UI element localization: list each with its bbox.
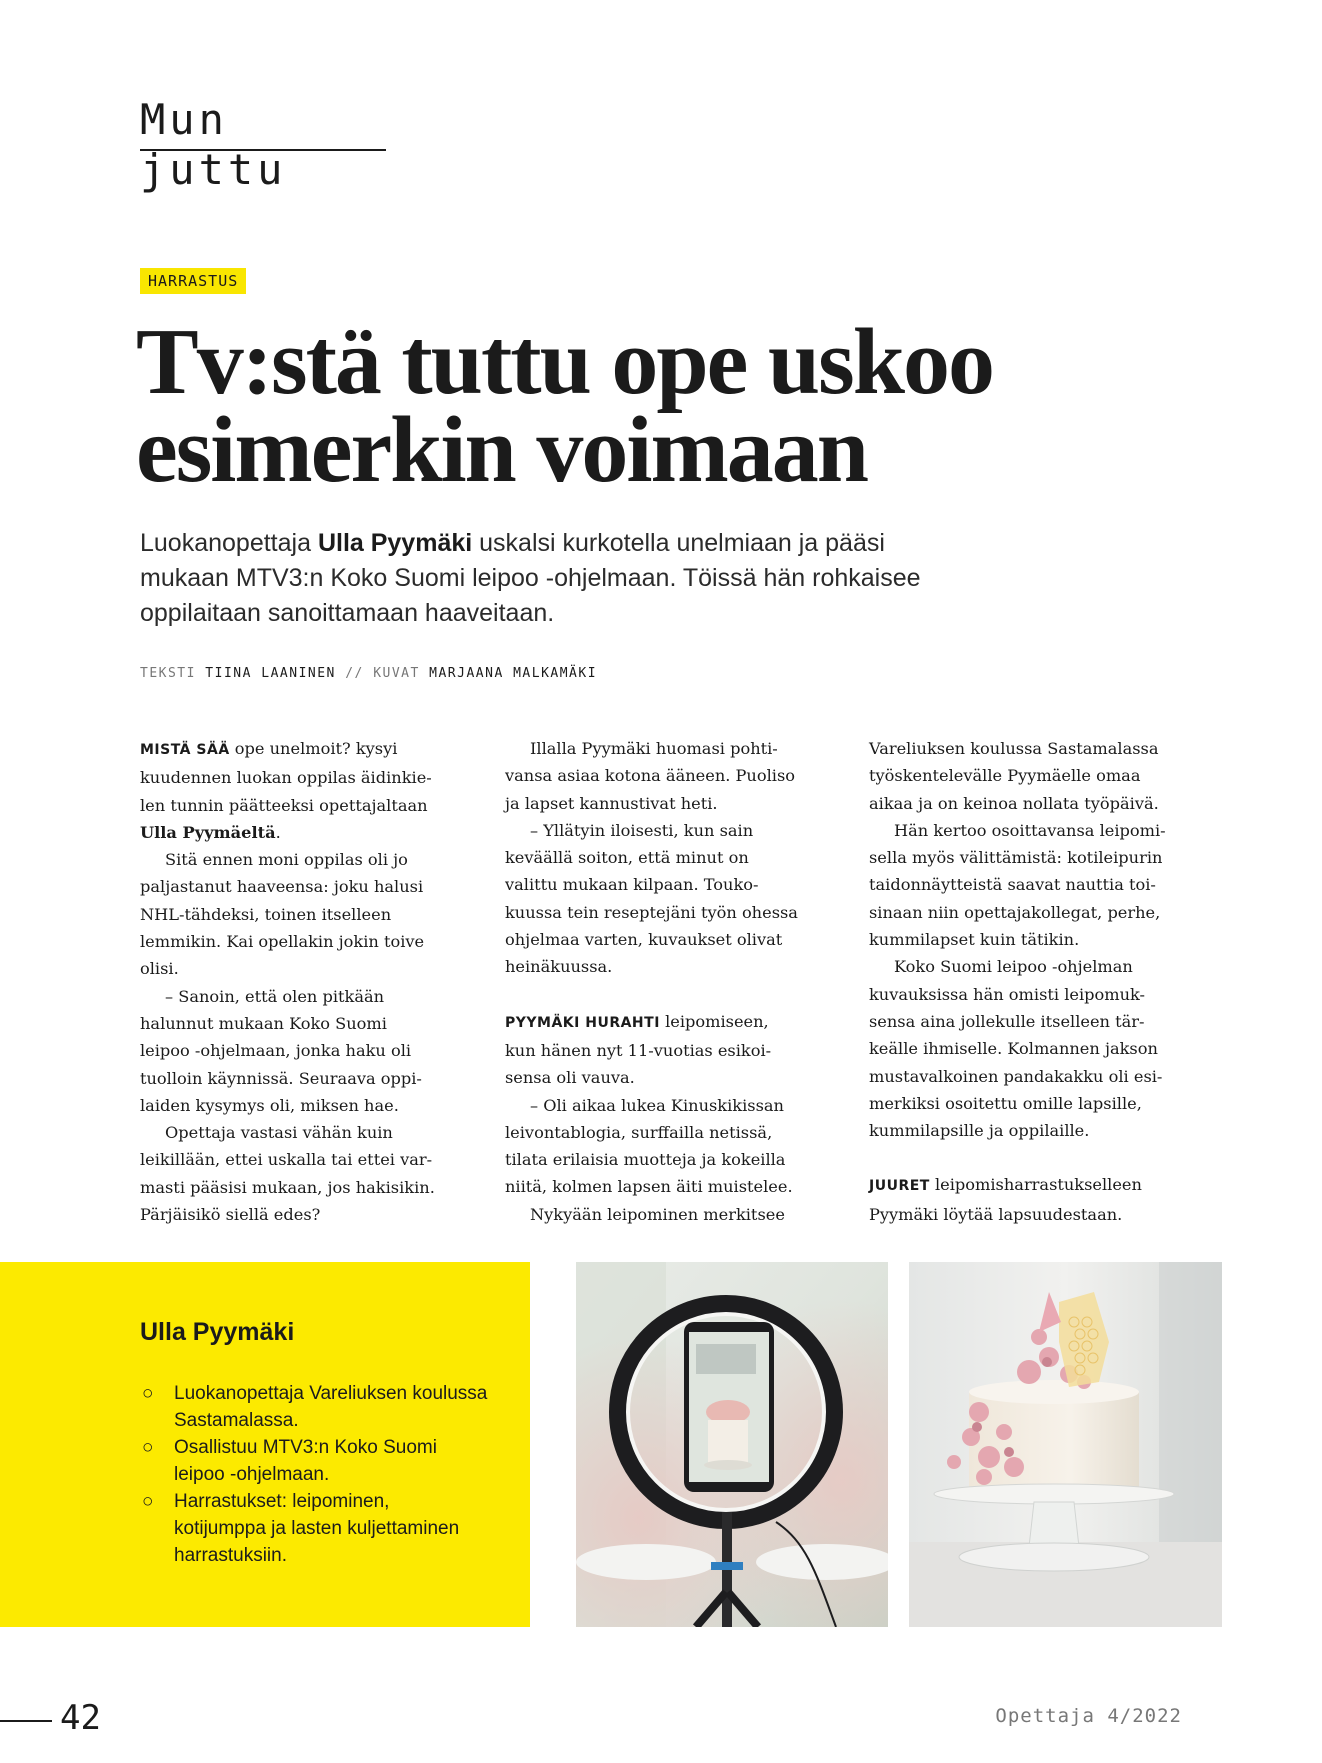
text-line: Sitä ennen moni oppilas oli jo — [165, 850, 408, 870]
text-line: kotijumppa ja lasten kuljettaminen — [174, 1518, 460, 1539]
paragraph — [869, 735, 1194, 817]
text-line: Harrastukset: leipominen, — [174, 1491, 390, 1512]
text-line: – Oli aikaa lukea Kinuskikissan — [530, 1095, 784, 1115]
text-line: Pyymäki löytää lapsuudestaan. — [869, 1204, 1123, 1224]
text-line: kun hänen nyt 11-vuotias esikoi- — [505, 1040, 772, 1060]
photo-ring-light-phone — [576, 1262, 888, 1627]
text-line: tilata erilaisia muotteja ja kokeilla — [505, 1150, 786, 1170]
paragraph-lead-in: MISTÄ SÄÄ — [140, 742, 230, 758]
fact-item — [140, 1434, 500, 1488]
text-line: NHL-tähdeksi, toinen itselleen — [140, 904, 392, 924]
article-headline — [136, 310, 1236, 502]
text-line: lemmikin. Kai opellakin jokin toive — [140, 932, 425, 952]
text-line: kuussa tein reseptejäni työn ohessa — [505, 902, 798, 922]
text-line: sella myös välittämistä: kotileipurin — [869, 848, 1163, 868]
paragraph — [505, 1092, 830, 1201]
text-line: laiden kysymys oli, miksen hae. — [140, 1095, 399, 1115]
photo-cake-illustration — [909, 1262, 1222, 1627]
bullet-icon: ○ — [142, 1491, 154, 1512]
text-line: heinäkuussa. — [505, 957, 613, 977]
byline-photographer: MARJAANA MALKAMÄKI — [429, 666, 598, 681]
byline-author: TIINA LAANINEN — [205, 666, 336, 681]
bullet-icon: ○ — [142, 1437, 154, 1458]
text-line: Opettaja vastasi vähän kuin — [165, 1123, 393, 1143]
text-line: sensa oli vauva. — [505, 1068, 635, 1088]
paragraph-gap — [505, 981, 830, 1008]
text-line: masti pääsisi mukaan, jos hakisikin. — [140, 1177, 435, 1197]
paragraph — [869, 817, 1194, 953]
paragraph — [869, 953, 1194, 1144]
text-line: sensa aina jollekulle itselleen tär- — [869, 1011, 1145, 1031]
paragraph — [140, 983, 465, 1119]
text-line: – Sanoin, että olen pitkään — [165, 986, 385, 1006]
text-line: leikillään, ettei uskalla tai ettei var- — [140, 1150, 433, 1170]
text-line: aikaa ja on keinoa nollata työpäivä. — [869, 793, 1159, 813]
text-line: Illalla Pyymäki huomasi pohti- — [530, 739, 778, 758]
text-line: ohjelmaa varten, kuvaukset olivat — [505, 930, 783, 950]
text-line: Vareliuksen koulussa Sastamalassa — [869, 739, 1159, 758]
paragraph — [505, 1008, 830, 1092]
footer-rule — [0, 1720, 52, 1722]
photo-decorated-cake — [909, 1262, 1222, 1627]
text-line: olisi. — [140, 959, 179, 979]
text-line: leivontablogia, surffailla netissä, — [505, 1122, 773, 1142]
section-title: Mun juttu — [140, 95, 287, 194]
headline-line-2: esimerkin voimaan — [136, 398, 868, 502]
page-number: 42 — [60, 1698, 101, 1738]
text-line: Luokanopettaja Vareliuksen koulussa — [174, 1383, 488, 1404]
fact-item — [140, 1380, 500, 1434]
headline-line-1: Tv:stä tuttu ope uskoo — [136, 310, 993, 414]
paragraph-lead-in: PYYMÄKI HURAHTI — [505, 1014, 660, 1031]
byline-separator: // — [345, 666, 364, 681]
text-line: sinaan niin opettajakollegat, perhe, — [869, 902, 1161, 922]
text-line: harrastuksiin. — [174, 1545, 287, 1566]
text-line: paljastanut haaveensa: joku halusi — [140, 877, 424, 897]
text-line: Pärjäisikö siellä edes? — [140, 1205, 321, 1225]
text-line: vansa asiaa kotona ääneen. Puoliso — [505, 766, 796, 786]
byline-label: TEKSTI — [140, 666, 196, 681]
byline-label: KUVAT — [373, 666, 420, 681]
text-line: merkiksi osoitettu omille lapsille, — [869, 1093, 1142, 1113]
text-line: mustavalkoinen pandakakku oli esi- — [869, 1066, 1163, 1086]
fact-list — [140, 1380, 500, 1569]
text-line: niitä, kolmen lapsen äiti muistelee. — [505, 1177, 793, 1197]
text-line: keälle ihmiselle. Kolmannen jakson — [869, 1039, 1158, 1059]
article-lead — [140, 526, 1040, 631]
text-line: Osallistuu MTV3:n Koko Suomi — [174, 1437, 437, 1458]
paragraph-gap — [869, 1144, 1194, 1171]
lead-name: Ulla Pyymäki — [317, 529, 473, 557]
text-line: leipoo -ohjelmaan. — [174, 1464, 330, 1485]
text-line: kummilapsille ja oppilaille. — [869, 1121, 1090, 1141]
paragraph — [505, 735, 830, 817]
text-line: ja lapset kannustivat heti. — [505, 793, 718, 813]
fact-item — [140, 1488, 500, 1569]
text-line: len tunnin päätteeksi opettajaltaan — [140, 795, 428, 815]
text-line: Koko Suomi leipoo -ohjelman — [894, 957, 1133, 977]
fact-box-title: Ulla Pyymäki — [140, 1318, 295, 1346]
article-column-1 — [140, 735, 465, 1228]
text-line: Sastamalassa. — [174, 1410, 299, 1431]
lead-text: Luokanopettaja — [140, 529, 318, 557]
article-column-3 — [869, 735, 1194, 1228]
text-line: kuudennen luokan oppilas äidinkie- — [140, 768, 432, 788]
text-line: Hän kertoo osoittavansa leipomi- — [894, 820, 1166, 840]
person-name: Ulla Pyymäeltä — [140, 822, 276, 842]
text-line: Nykyään leipominen merkitsee — [530, 1204, 785, 1224]
article-column-2 — [505, 735, 830, 1228]
photo-ring-light-illustration — [576, 1262, 888, 1627]
text-line: . — [275, 822, 281, 842]
text-line: leipoo -ohjelmaan, jonka haku oli — [140, 1041, 412, 1061]
paragraph — [140, 1119, 465, 1228]
text-line: työskentelevälle Pyymäelle omaa — [869, 766, 1141, 786]
text-line: tuolloin käynnissä. Seuraava oppi- — [140, 1068, 422, 1088]
text-line: valittu mukaan kilpaan. Touko- — [505, 875, 759, 895]
category-tag: HARRASTUS — [140, 268, 246, 294]
text-line: leipomiseen, — [659, 1011, 769, 1031]
bullet-icon: ○ — [142, 1383, 154, 1404]
text-line: kuvauksissa hän omisti leipomuk- — [869, 984, 1146, 1004]
paragraph — [505, 1201, 830, 1228]
text-line: – Yllätyin iloisesti, kun sain — [530, 820, 754, 840]
text-line: halunnut mukaan Koko Suomi — [140, 1013, 387, 1033]
paragraph-lead-in: JUURET — [869, 1178, 930, 1195]
text-line: ope unelmoit? kysyi — [229, 739, 398, 758]
issue-label: Opettaja 4/2022 — [995, 1705, 1182, 1727]
paragraph — [869, 1171, 1194, 1228]
byline — [140, 666, 597, 681]
paragraph — [140, 735, 465, 846]
lead-text: mukaan MTV3:n Koko Suomi leipoo -ohjelmaan. Töissä hän rohkaisee — [140, 564, 921, 592]
text-line: keväällä soiton, että minut on — [505, 848, 749, 868]
section-header — [140, 95, 386, 194]
text-line: kummilapset kuin tätikin. — [869, 930, 1080, 950]
paragraph — [505, 817, 830, 981]
lead-text: oppilaitaan sanoittamaan haaveitaan. — [140, 599, 555, 627]
text-line: leipomisharrastukselleen — [929, 1175, 1142, 1195]
text-line: taidonnäytteistä saavat nauttia toi- — [869, 875, 1156, 895]
paragraph — [140, 846, 465, 982]
lead-text: uskalsi kurkotella unelmiaan ja pääsi — [472, 529, 885, 557]
fact-box — [0, 1262, 530, 1627]
